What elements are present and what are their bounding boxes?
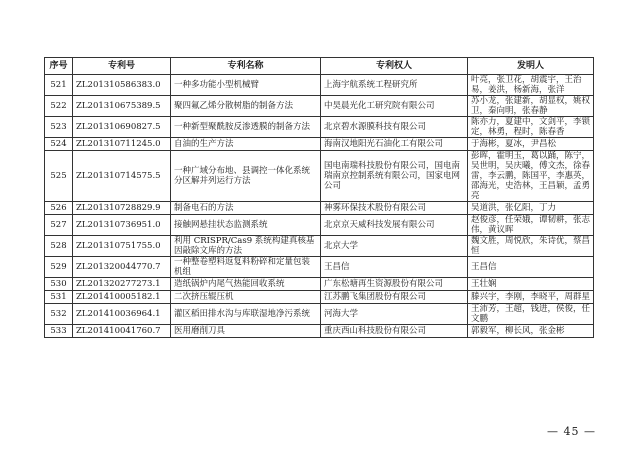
patent-table (44, 57, 594, 338)
cell-no: 525 (45, 151, 73, 202)
cell-inventors: 王壮娴 (468, 278, 594, 291)
cell-no: 523 (45, 117, 73, 138)
cell-patent-name: 接触网悬挂状态监测系统 (171, 215, 321, 236)
cell-holder: 中昊晨光化工研究院有限公司 (321, 96, 468, 117)
cell-patent-no: ZL201310736951.0 (73, 215, 171, 236)
cell-patent-name: 一种广域分布地、县调控一体化系统分区解并列运行方法 (171, 151, 321, 202)
cell-holder: 上海宇航系统工程研究所 (321, 75, 468, 96)
cell-inventors: 郭毅军，柳长风，张金彬 (468, 325, 594, 338)
cell-no: 532 (45, 304, 73, 325)
cell-patent-no: ZL201310751755.0 (73, 236, 171, 257)
cell-patent-no: ZL201310586383.0 (73, 75, 171, 96)
cell-no: 533 (45, 325, 73, 338)
header-holder: 专利权人 (321, 58, 468, 75)
cell-patent-no: ZL201320044770.7 (73, 257, 171, 278)
header-inventors: 发明人 (468, 58, 594, 75)
cell-no: 526 (45, 202, 73, 215)
table-row (45, 236, 594, 257)
table-row (45, 96, 594, 117)
cell-patent-name: 造纸锅炉内尾气热能回收系统 (171, 278, 321, 291)
cell-patent-name: 一种新型聚酰胺反渗透膜的制备方法 (171, 117, 321, 138)
cell-holder: 北京碧水源膜科技有限公司 (321, 117, 468, 138)
table-row (45, 291, 594, 304)
cell-holder: 王昌信 (321, 257, 468, 278)
cell-patent-no: ZL201320277273.1 (73, 278, 171, 291)
cell-inventors: 苏小龙，张建新，胡显权，姚权卫，秦向明，张春静 (468, 96, 594, 117)
cell-patent-name: 二次挤压辊压机 (171, 291, 321, 304)
cell-patent-name: 聚四氟乙烯分散树脂的制备方法 (171, 96, 321, 117)
cell-holder: 北京大学 (321, 236, 468, 257)
cell-inventors: 陈亦力，夏建中，文剑平，李锁定，林勇，程时，陈春香 (468, 117, 594, 138)
cell-holder: 海南汉地阳光石油化工有限公司 (321, 138, 468, 151)
cell-no: 529 (45, 257, 73, 278)
header-patent-name: 专利名称 (171, 58, 321, 75)
table-row (45, 151, 594, 202)
cell-holder: 重庆西山科技股份有限公司 (321, 325, 468, 338)
header-no: 序号 (45, 58, 73, 75)
table-row (45, 138, 594, 151)
table-row (45, 202, 594, 215)
cell-inventors: 王沛芳，王超，钱进，侯俊，任文鹏 (468, 304, 594, 325)
cell-inventors: 叶亮，张卫花，胡震宇，王治易，姜洪，杨新海，张洋 (468, 75, 594, 96)
cell-no: 528 (45, 236, 73, 257)
cell-patent-no: ZL201310690827.5 (73, 117, 171, 138)
table-row (45, 325, 594, 338)
table-header-row (45, 58, 594, 75)
cell-no: 524 (45, 138, 73, 151)
cell-inventors: 王昌信 (468, 257, 594, 278)
cell-patent-no: ZL201310714575.5 (73, 151, 171, 202)
cell-patent-name: 利用 CRISPR/Cas9 系统构建真核基因敲除文库的方法 (171, 236, 321, 257)
cell-inventors: 滕兴宇，李刚，李晓平，周群星 (468, 291, 594, 304)
cell-no: 522 (45, 96, 73, 117)
cell-patent-no: ZL201410041760.7 (73, 325, 171, 338)
cell-no: 521 (45, 75, 73, 96)
cell-inventors: 赵俊彦，任荣娥，谭韧耕，张志伟，黄议晖 (468, 215, 594, 236)
cell-patent-no: ZL201410036964.1 (73, 304, 171, 325)
cell-patent-no: ZL201310711245.0 (73, 138, 171, 151)
cell-patent-name: 医用磨削刀具 (171, 325, 321, 338)
table-row (45, 278, 594, 291)
page-number: — 45 — (547, 425, 596, 438)
cell-inventors: 吴道洪，张亿阳，丁力 (468, 202, 594, 215)
cell-no: 530 (45, 278, 73, 291)
table-row (45, 215, 594, 236)
cell-patent-name: 一种整卷塑料返复料粉碎和定量包装机组 (171, 257, 321, 278)
cell-holder: 国电南瑞科技股份有限公司，国电南瑞南京控制系统有限公司，国家电网公司 (321, 151, 468, 202)
table-row (45, 117, 594, 138)
cell-patent-no: ZL201310728829.9 (73, 202, 171, 215)
cell-holder: 北京京天威科技发展有限公司 (321, 215, 468, 236)
cell-patent-name: 制备电石的方法 (171, 202, 321, 215)
table-row (45, 304, 594, 325)
cell-holder: 江苏鹏飞集团股份有限公司 (321, 291, 468, 304)
cell-patent-no: ZL201310675389.5 (73, 96, 171, 117)
table-row (45, 75, 594, 96)
header-patent-no: 专利号 (73, 58, 171, 75)
cell-inventors: 魏文胜，周悦欣，朱诗优，蔡昌恒 (468, 236, 594, 257)
cell-patent-name: 灌区稻田排水沟与库联湿地净污系统 (171, 304, 321, 325)
cell-no: 527 (45, 215, 73, 236)
cell-no: 531 (45, 291, 73, 304)
cell-inventors: 彭晖，霍明玉，葛以踊，陈宁，吴世明，吴庆曦，傅文杰，徐春雷，李云鹏，陈国平，李惠英，邵海光，史浩林，王昌颖，孟勇亮 (468, 151, 594, 202)
table-row (45, 257, 594, 278)
cell-holder: 河海大学 (321, 304, 468, 325)
cell-patent-name: 一种多功能小型机械臂 (171, 75, 321, 96)
cell-holder: 广东松塘再生资源股份有限公司 (321, 278, 468, 291)
cell-inventors: 于海彬，夏冰，尹昌松 (468, 138, 594, 151)
cell-patent-no: ZL201410005182.1 (73, 291, 171, 304)
table-body (45, 75, 594, 338)
cell-patent-name: 自油的生产方法 (171, 138, 321, 151)
cell-holder: 神雾环保技术股份有限公司 (321, 202, 468, 215)
